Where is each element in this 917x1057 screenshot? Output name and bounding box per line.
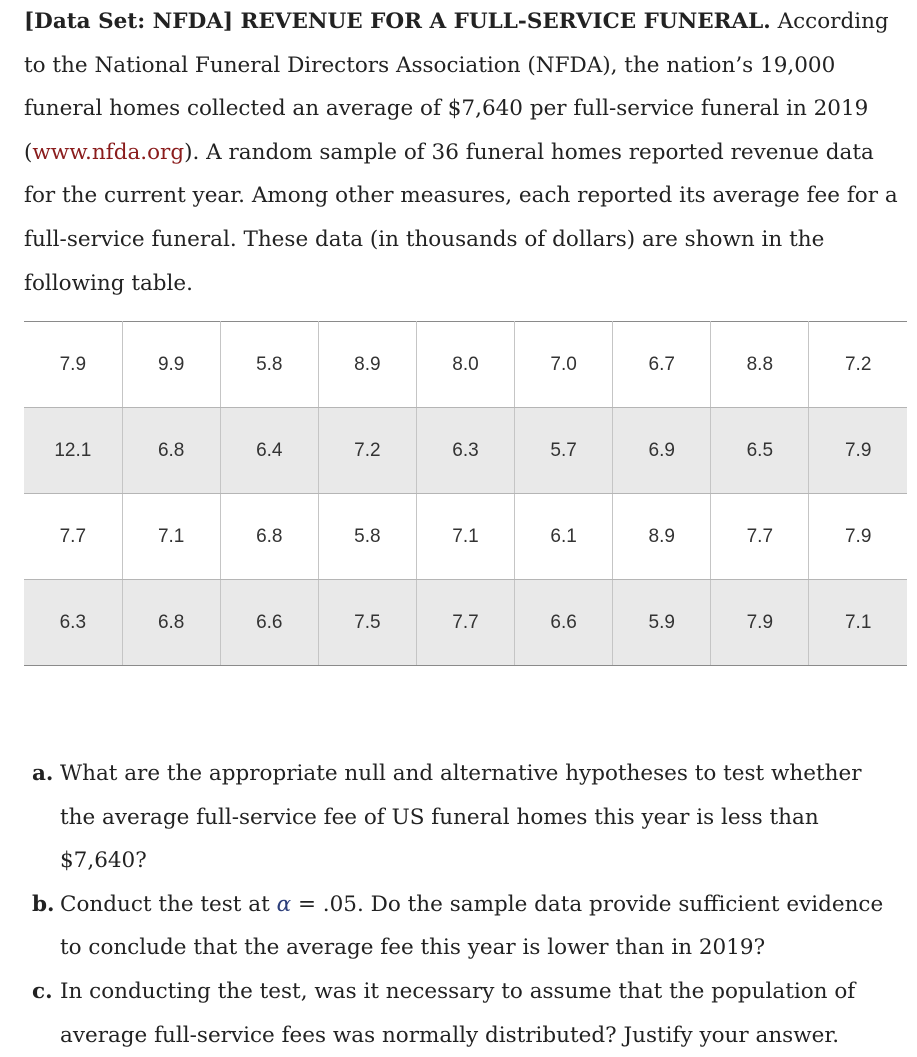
table-cell: 6.6	[220, 580, 318, 666]
table-cell: 6.9	[613, 408, 711, 494]
table-row	[24, 494, 907, 580]
table-cell: 7.7	[416, 580, 514, 666]
table-cell: 6.3	[24, 580, 122, 666]
table-cell: 7.2	[809, 322, 907, 408]
table-cell: 6.5	[711, 408, 809, 494]
intro-text-part-1: According to the National Funeral Directors Association (NFDA), the nation’s 19,000 funeral homes collected an average of $7,640 per full-service funeral in 2019 (	[24, 9, 889, 165]
table-cell: 7.7	[711, 494, 809, 580]
question-c-text: In conducting the test, was it necessary to assume that the population of average full-service fees was normally distributed? Justify your answer.	[60, 978, 856, 1048]
table-cell: 9.9	[122, 322, 220, 408]
table-cell: 7.9	[809, 408, 907, 494]
table-cell: 7.9	[24, 322, 122, 408]
table-cell: 7.1	[809, 580, 907, 666]
question-b-label: b.	[32, 891, 55, 917]
table-cell: 7.9	[711, 580, 809, 666]
intro-text-part-2: ). A random sample of 36 funeral homes reported revenue data for the current year. Among other measures, each reported its average fee for a full-service funeral. These data (in thousands of dollars) are shown in the following table.	[24, 139, 898, 296]
question-list	[32, 752, 902, 1057]
table-cell: 6.8	[220, 494, 318, 580]
alpha-symbol: α	[276, 891, 292, 917]
table-cell: 8.8	[711, 322, 809, 408]
table-cell: 12.1	[24, 408, 122, 494]
table-cell: 6.6	[515, 580, 613, 666]
question-a-label: a.	[32, 761, 54, 786]
table-cell: 8.9	[318, 322, 416, 408]
revenue-data-table	[24, 321, 907, 666]
table-cell: 7.5	[318, 580, 416, 666]
table-cell: 5.7	[515, 408, 613, 494]
table-cell: 6.7	[613, 322, 711, 408]
table-cell: 7.7	[24, 494, 122, 580]
table-cell: 5.8	[220, 322, 318, 408]
table-cell: 7.2	[318, 408, 416, 494]
question-c	[32, 970, 902, 1057]
table-row	[24, 408, 907, 494]
table-cell: 5.9	[613, 580, 711, 666]
table-row	[24, 322, 907, 408]
question-b-text-start: Conduct the test at	[60, 891, 277, 917]
table-cell: 5.8	[318, 494, 416, 580]
table-cell: 6.1	[515, 494, 613, 580]
table-cell: 7.1	[416, 494, 514, 580]
table-cell: 8.0	[416, 322, 514, 408]
problem-title: [Data Set: NFDA] REVENUE FOR A FULL-SERVICE FUNERAL.	[24, 9, 771, 34]
question-a-text: What are the appropriate null and alternative hypotheses to test whether the average full-service fee of US funeral homes this year is less than $7,640?	[60, 761, 862, 874]
table-cell: 7.9	[809, 494, 907, 580]
question-a	[32, 752, 902, 883]
table-cell: 6.8	[122, 408, 220, 494]
question-b-text-end: = .05. Do the sample data provide sufficient evidence to conclude that the average fee this year is lower than in 2019?	[60, 891, 884, 961]
table-cell: 7.0	[515, 322, 613, 408]
problem-intro	[24, 0, 904, 305]
nfda-link[interactable]: www.nfda.org	[32, 139, 185, 165]
table-cell: 6.4	[220, 408, 318, 494]
table-cell: 7.1	[122, 494, 220, 580]
table-cell: 6.3	[416, 408, 514, 494]
question-c-label: c.	[32, 978, 53, 1004]
question-b	[32, 883, 902, 970]
table-cell: 8.9	[613, 494, 711, 580]
table-cell: 6.8	[122, 580, 220, 666]
table-row	[24, 580, 907, 666]
